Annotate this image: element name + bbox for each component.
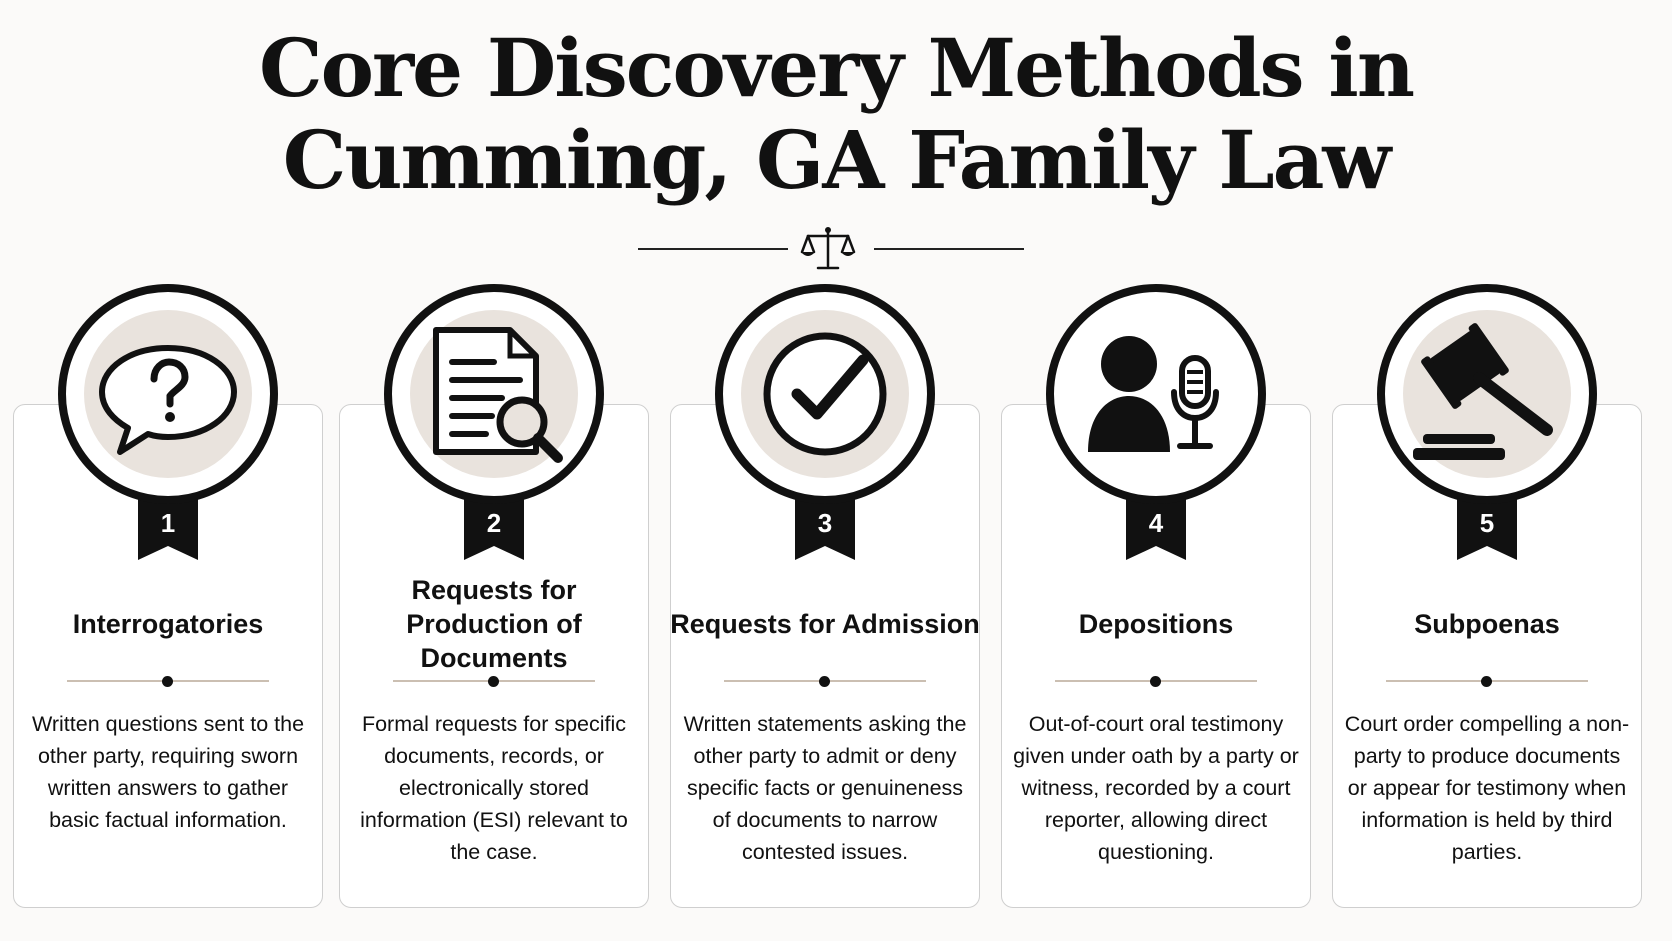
method-title-3: Requests for Admission	[670, 609, 980, 639]
checkmark-circle-icon	[767, 336, 883, 452]
method-description-4: Out-of-court oral testimony given under oath by a party or witness, recorded by a court reporter, allowing direct questioning.	[1013, 712, 1299, 864]
step-number-1: 1	[160, 508, 176, 538]
separator-3	[724, 674, 926, 688]
page-title	[0, 22, 1672, 206]
title-line-1: Core Discovery Methods in	[259, 21, 1413, 115]
step-number-4: 4	[1148, 508, 1164, 538]
separator-5	[1386, 674, 1588, 688]
separator-1	[67, 674, 269, 688]
method-description-5: Court order compelling a non-party to produce documents or appear for testimony when information is held by third parties.	[1344, 712, 1630, 864]
scales-of-justice-icon	[798, 224, 858, 274]
divider-line-left	[638, 248, 788, 250]
method-title-2: Requests for Production of Documents	[406, 575, 582, 673]
step-number-5: 5	[1479, 508, 1495, 538]
method-description-1: Written questions sent to the other party, requiring sworn written answers to gather basic factual information.	[31, 712, 305, 832]
method-title-1: Interrogatories	[72, 609, 264, 639]
title-divider	[0, 224, 1672, 274]
method-description-2: Formal requests for specific documents, records, or electronically stored information (ESI) relevant to the case.	[360, 712, 628, 864]
method-title-5: Subpoenas	[1414, 609, 1560, 639]
title-line-2: Cumming, GA Family Law	[282, 113, 1390, 207]
method-title-4: Depositions	[1078, 609, 1234, 639]
separator-4	[1055, 674, 1257, 688]
separator-2	[393, 674, 595, 688]
method-description-3: Written statements asking the other party to admit or deny specific facts or genuineness of documents to narrow contested issues.	[683, 712, 967, 864]
divider-line-right	[874, 248, 1024, 250]
step-number-3: 3	[817, 508, 833, 538]
step-number-2: 2	[486, 508, 502, 538]
